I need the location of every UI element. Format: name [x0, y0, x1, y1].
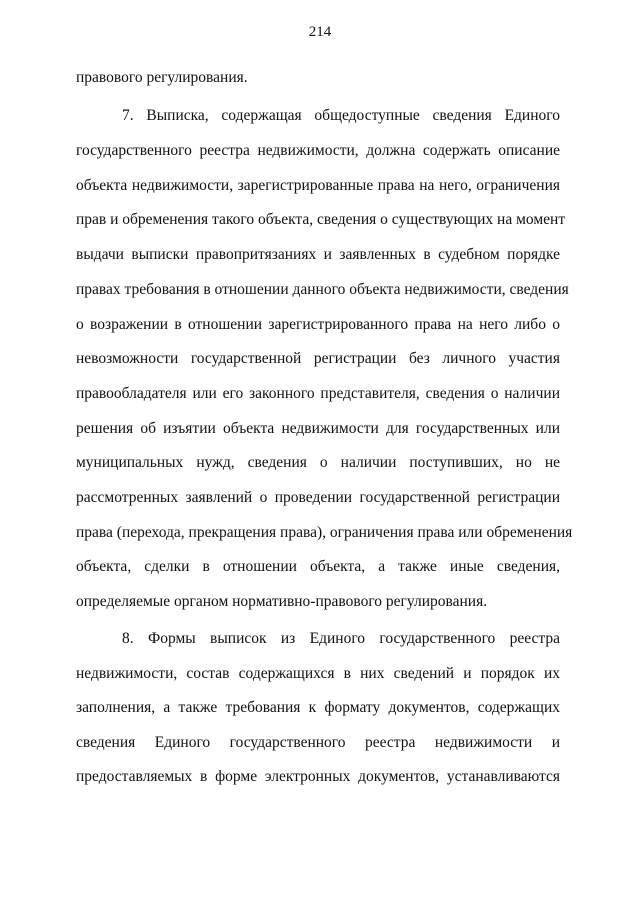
text-line: прав и обременения такого объекта, сведения о существующих на момент: [76, 211, 566, 228]
text-line: объекта, сделки в отношении объекта, а также иные сведения,: [76, 558, 560, 575]
text-line: правах требования в отношении данного объекта недвижимости, сведения: [76, 281, 569, 298]
text-line: предоставляемых в форме электронных документов, устанавливаются: [76, 768, 560, 785]
text-line: определяемые органом нормативно-правового регулирования.: [76, 593, 488, 610]
text-line: решения об изъятии объекта недвижимости для государственных или: [76, 420, 560, 437]
text-line: рассмотренных заявлений о проведении государственной регистрации: [76, 489, 560, 506]
text-line: 8. Формы выписок из Единого государственного реестра: [122, 630, 560, 647]
text-line: правового регулирования.: [76, 69, 248, 86]
text-line: невозможности государственной регистрации без личного участия: [76, 350, 560, 367]
text-line: правообладателя или его законного представителя, сведения о наличии: [76, 385, 560, 402]
text-line: сведения Единого государственного реестра недвижимости и: [76, 734, 560, 751]
text-line: недвижимости, состав содержащихся в них сведений и порядок их: [76, 665, 560, 682]
text-line: муниципальных нужд, сведения о наличии поступивших, но не: [76, 454, 560, 471]
text-line: права (перехода, прекращения права), ограничения права или обременения: [76, 524, 573, 541]
page-number: 214: [308, 24, 332, 40]
text-line: о возражении в отношении зарегистрированного права на него либо о: [76, 316, 560, 333]
text-line: выдачи выписки правопритязаниях и заявленных в судебном порядке: [76, 246, 560, 263]
text-line: заполнения, а также требования к формату документов, содержащих: [76, 699, 560, 716]
text-line: объекта недвижимости, зарегистрированные права на него, ограничения: [76, 177, 560, 194]
text-line: государственного реестра недвижимости, должна содержать описание: [76, 142, 560, 159]
text-line: 7. Выписка, содержащая общедоступные сведения Единого: [122, 107, 560, 124]
